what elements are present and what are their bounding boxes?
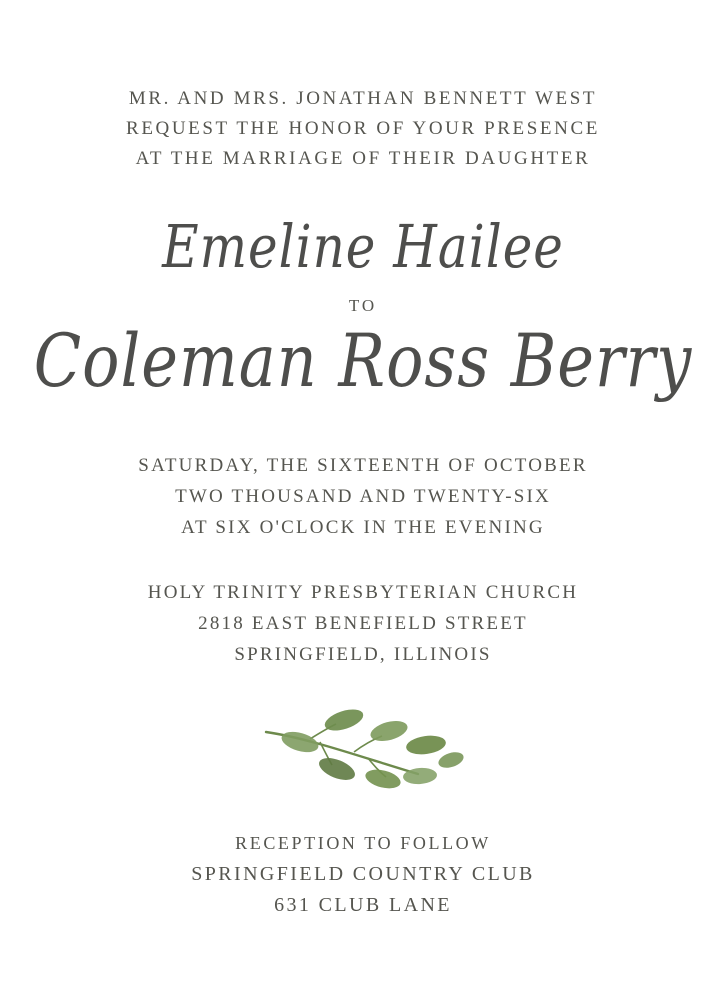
groom-name: Coleman Ross Berry [33,317,693,404]
venue-line-2: 2818 EAST BENEFIELD STREET [198,613,528,634]
venue-line-1: HOLY TRINITY PRESBYTERIAN CHURCH [147,582,579,603]
date-line-2: TWO THOUSAND AND TWENTY-SIX [175,486,551,507]
host-lines [0,84,726,174]
joiner-word: TO [348,296,378,315]
reception-line-1: RECEPTION TO FOLLOW [235,833,491,853]
host-line-2: REQUEST THE HONOR OF YOUR PRESENCE [126,118,600,139]
venue-lines [148,577,578,670]
host-line-1: MR. AND MRS. JONATHAN BENNETT WEST [128,88,598,109]
venue-line-3: SPRINGFIELD, ILLINOIS [234,644,492,665]
bride-name: Emeline Hailee [162,212,564,282]
date-lines [138,450,587,543]
olive-sprig-icon [258,698,468,798]
reception-lines [191,828,535,921]
date-line-1: SATURDAY, THE SIXTEENTH OF OCTOBER [138,455,588,476]
reception-line-2: SPRINGFIELD COUNTRY CLUB [191,863,535,885]
host-line-3: AT THE MARRIAGE OF THEIR DAUGHTER [135,148,591,169]
reception-line-3: 631 CLUB LANE [274,894,452,916]
couple-names [0,204,726,402]
date-line-3: AT SIX O'CLOCK IN THE EVENING [181,517,545,538]
